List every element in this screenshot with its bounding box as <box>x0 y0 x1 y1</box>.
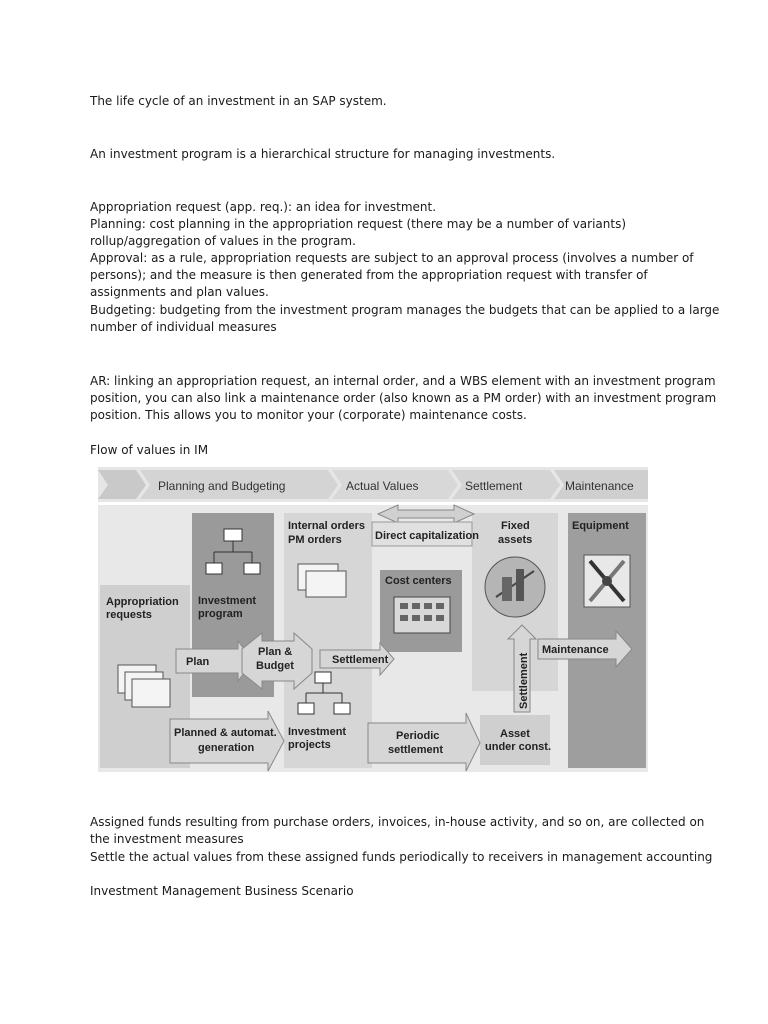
appropriation-requests-label: Appropriation <box>106 596 179 608</box>
direct-capitalization-label: Direct capitalization <box>375 530 479 542</box>
assets-globe-icon <box>485 557 545 617</box>
after-diagram-line: the investment measures <box>90 832 244 846</box>
flow-of-values-diagram <box>98 467 648 772</box>
periodic-settlement-label: Periodic <box>396 730 440 742</box>
appropriation-requests-label: requests <box>106 609 152 621</box>
asset-under-construction-panel <box>480 715 550 765</box>
phase-actual-values: Actual Values <box>346 479 419 493</box>
program-line: An investment program is a hierarchical structure for managing investments. <box>90 147 556 161</box>
plan-label: Plan <box>186 656 210 668</box>
ar-line: position, you can also link a maintenance order (also known as a PM order) with an investment program <box>90 391 717 405</box>
fixed-assets-label: assets <box>498 534 533 546</box>
definition-line: persons); and the measure is then generated from the appropriation request with transfer of <box>90 268 648 282</box>
plan-budget-label: Plan & <box>258 646 293 658</box>
settlement-label: Settlement <box>332 654 389 666</box>
equipment-label: Equipment <box>572 520 629 532</box>
definition-line: assignments and plan values. <box>90 285 269 299</box>
definition-line: Appropriation request (app. req.): an idea for investment. <box>90 200 437 214</box>
tools-icon <box>584 555 630 607</box>
planned-generation-label: Planned & automat. <box>174 727 277 739</box>
definition-line: rollup/aggregation of values in the program. <box>90 234 356 248</box>
periodic-settlement-label: settlement <box>388 744 444 756</box>
after-diagram-line: Settle the actual values from these assigned funds periodically to receivers in management accounting <box>90 850 713 864</box>
cost-centers-label: Cost centers <box>385 575 452 587</box>
flow-heading: Flow of values in IM <box>90 443 209 457</box>
phase-maintenance: Maintenance <box>565 479 634 493</box>
planned-generation-arrow <box>170 711 284 771</box>
internal-orders-label: Internal orders <box>288 520 366 532</box>
definition-line: Planning: cost planning in the appropriation request (there may be a number of variants) <box>90 217 627 231</box>
internal-orders-label: PM orders <box>288 534 342 546</box>
investment-program-label: Investment <box>198 595 257 607</box>
definition-line: number of individual measures <box>90 320 277 334</box>
phase-settlement: Settlement <box>465 479 523 493</box>
title-line: The life cycle of an investment in an SAP system. <box>90 94 387 108</box>
investment-program-label: program <box>198 608 243 620</box>
investment-projects-label: Investment <box>288 726 347 738</box>
fixed-assets-label: Fixed <box>501 520 530 532</box>
settlement-vertical-label: Settlement <box>518 652 530 709</box>
plan-budget-label: Budget <box>256 660 294 672</box>
definition-line: Approval: as a rule, appropriation requests are subject to an approval process (involves a number of <box>90 251 694 265</box>
building-icon <box>394 597 450 633</box>
ar-line: position. This allows you to monitor your (corporate) maintenance costs. <box>90 408 527 422</box>
diagram-svg <box>98 467 648 772</box>
closing-heading: Investment Management Business Scenario <box>90 884 354 898</box>
ar-line: AR: linking an appropriation request, an internal order, and a WBS element with an investment program <box>90 374 716 388</box>
phase-planning: Planning and Budgeting <box>158 479 286 493</box>
investment-projects-label: projects <box>288 739 331 751</box>
planned-generation-label: generation <box>198 742 255 754</box>
definition-line: Budgeting: budgeting from the investment program manages the budgets that can be applied to a large <box>90 303 720 317</box>
after-diagram-line: Assigned funds resulting from purchase orders, invoices, in-house activity, and so on, are collected on <box>90 815 705 829</box>
asset-under-construction-label: Asset <box>500 728 530 740</box>
maintenance-label: Maintenance <box>542 644 609 656</box>
asset-under-construction-label: under const. <box>485 741 552 753</box>
